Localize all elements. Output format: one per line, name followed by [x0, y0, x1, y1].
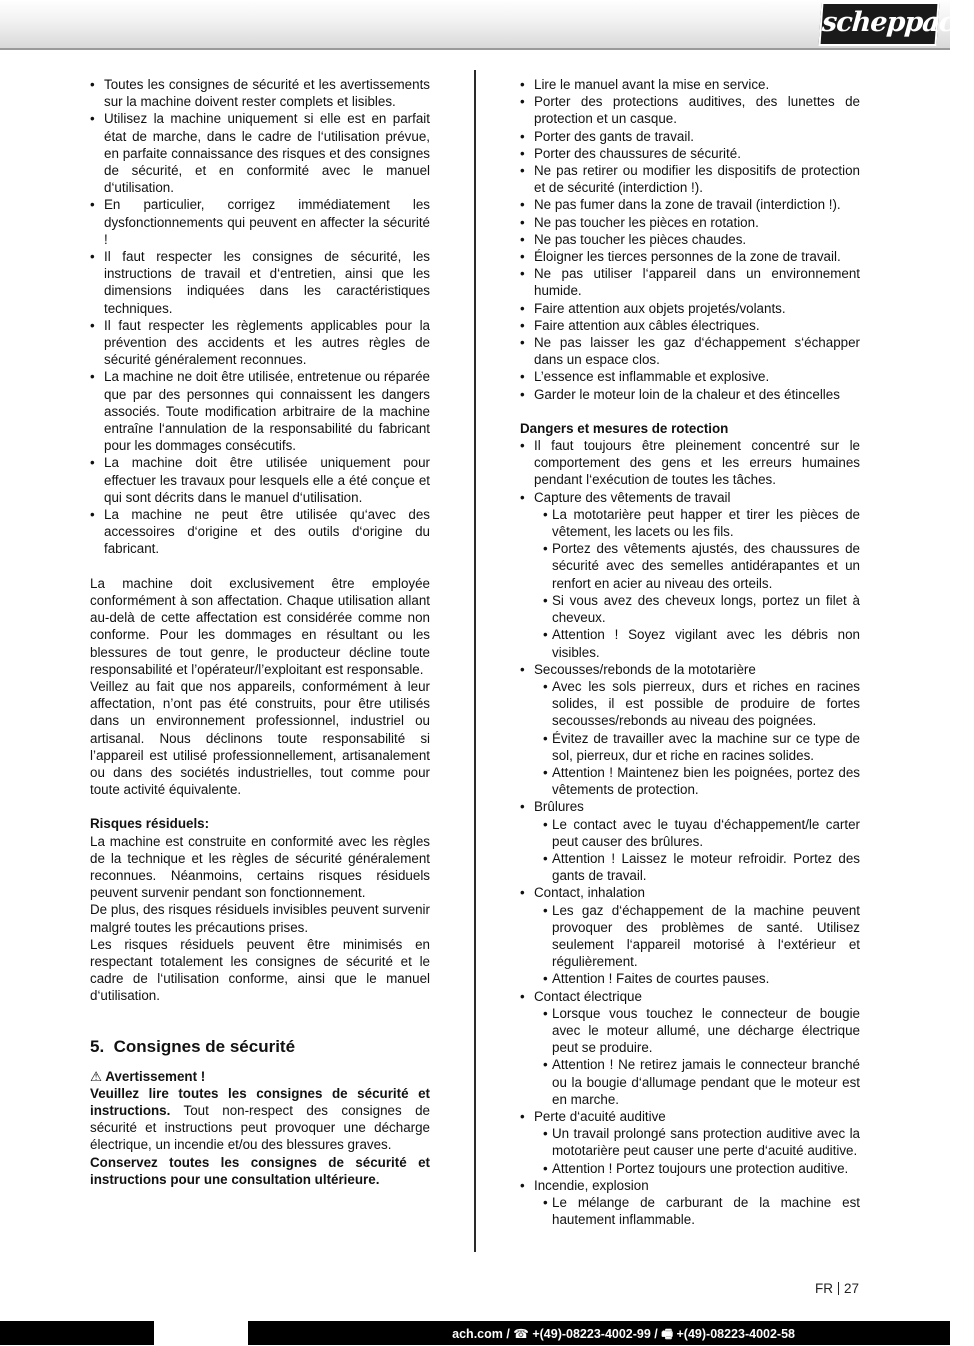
list-item: • Attention ! Portez toujours une protection auditive. [543, 1160, 860, 1177]
warning-keep-instructions: Conservez toutes les consignes de sécurité et instructions pour une consultation ultérieure. [90, 1154, 430, 1187]
list-item: • Il faut respecter les règlements applicables pour la prévention des accidents et les autres règles de sécurité généralement reconnues. [90, 317, 430, 369]
list-item: • Utilisez la machine uniquement si elle est en parfait état de marche, dans le cadre de l‘utilisation prévue, en parfaite connaissance des risques et des consignes de sécurité, et en conformité avec le manuel d‘utilisation. [90, 110, 430, 196]
list-item: • Si vous avez des cheveux longs, portez un filet à cheveux. [543, 592, 860, 626]
intended-use-paragraph: La machine doit exclusivement être employée conformément à son affectation. Chaque utilisation allant au-delà de cette affectation est considérée comme non conforme. Pour les dommages en résultant ou les blessures de tout genre, le producteur décline toute responsabilité et l’opérateur/l’exploitant est responsable. [90, 575, 430, 677]
list-item: • Attention ! Laissez le moteur refroidir. Portez des gants de travail. [543, 850, 860, 884]
list-item: • Attention ! Ne retirez jamais le connecteur branché ou la bougie d‘allumage pendant que le moteur est en marche. [543, 1056, 860, 1108]
list-item: • Lire le manuel avant la mise en service. [520, 76, 860, 93]
language-code: FR [814, 1281, 833, 1296]
list-item: • Ne pas laisser les gaz d‘échappement s‘échapper dans un espace clos. [520, 334, 860, 368]
list-item: • Le contact avec le tuyau d‘échappement/le carter peut causer des brûlures. [543, 816, 860, 850]
warning-text: Tout non-respect des consignes de sécurité et instructions peut provoquer une décharge électrique, un incendie et/ou des blessures graves. [90, 1102, 430, 1153]
warning-heading [90, 1068, 430, 1085]
right-column [520, 76, 860, 1228]
danger-label: Perte d‘acuité auditive [534, 1108, 666, 1124]
right-bullet-list [520, 76, 860, 403]
dangers-heading: Dangers et mesures de rotection [520, 420, 729, 436]
warning-bold-text: Veuillez lire toutes les consignes de sécurité et instructions. [90, 1085, 430, 1118]
danger-label: Capture des vêtements de travail [534, 489, 731, 505]
list-item: • Ne pas fumer dans la zone de travail (interdiction !). [520, 196, 860, 213]
left-bullet-list [90, 76, 430, 558]
list-item: • Il faut respecter les consignes de sécurité, les instructions de travail et d‘entretien, ainsi que les dimensions indiquées dans les caractéristiques techniques. [90, 248, 430, 317]
footer-bar [0, 1321, 950, 1345]
danger-item [520, 661, 860, 799]
danger-sublist [534, 1005, 860, 1108]
danger-item [520, 798, 860, 884]
list-item: • Éloigner les tierces personnes de la zone de travail. [520, 248, 860, 265]
residual-risks-heading: Risques résiduels: [90, 816, 210, 832]
list-item: • Porter des chaussures de sécurité. [520, 145, 860, 162]
danger-sublist [534, 1194, 860, 1228]
list-item: • Toutes les consignes de sécurité et les avertissements sur la machine doivent rester complets et lisibles. [90, 76, 430, 110]
list-item: • Attention ! Soyez vigilant avec les débris non visibles. [543, 626, 860, 660]
list-item: • Le mélange de carburant de la machine est hautement inflammable. [543, 1194, 860, 1228]
danger-label: Contact, inhalation [534, 885, 645, 901]
list-item: • La machine doit être utilisée uniquement pour effectuer les travaux pour lesquels elle a été conçue et qui sont décrits dans le manuel d‘utilisation. [90, 454, 430, 506]
danger-label: Il faut toujours être pleinement concentré sur le comportement des gens et les erreurs humaines pendant l‘exécution de toutes les tâches. [534, 438, 860, 488]
residual-risks-paragraph: Les risques résiduels peuvent être minimisés en respectant totalement les consignes de sécurité et le cadre de l‘utilisation conforme, ainsi que le manuel d‘utilisation. [90, 936, 430, 1004]
danger-item [520, 1108, 860, 1177]
residual-risks-paragraph: La machine est construite en conformité avec les règles de la technique et les règles de sécurité généralement reconnues. Néanmoins, certains risques résiduels peuvent survenir pendant son fonctionnement. [90, 833, 430, 901]
list-item: • Les gaz d‘échappement de la machine peuvent provoquer des problèmes de santé. Utilisez seulement l‘appareil motorisé à l‘extérieur et régulièrement. [543, 902, 860, 971]
list-item: • Ne pas toucher les pièces en rotation. [520, 214, 860, 231]
danger-label: Contact électrique [534, 988, 642, 1004]
list-item: • Attention ! Maintenez bien les poignées, portez des vêtements de protection. [543, 764, 860, 798]
warning-title: Avertissement ! [105, 1068, 206, 1084]
danger-item [520, 489, 860, 661]
section-number: 5. [90, 1036, 105, 1056]
header-bar [0, 0, 974, 50]
list-item: • La mototarière peut happer et tirer les pièces de vêtement, les lacets ou les fils. [543, 506, 860, 540]
danger-label: Secousses/rebonds de la mototarière [534, 661, 756, 677]
list-item: • Un travail prolongé sans protection auditive avec la mototarière peut causer une perte d‘acuité auditive. [543, 1125, 860, 1159]
residual-risks-paragraph: De plus, des risques résiduels invisibles peuvent survenir malgré toutes les précautions prises. [90, 902, 430, 935]
danger-item [520, 988, 860, 1108]
danger-sublist [534, 816, 860, 885]
list-item: • Lorsque vous touchez le connecteur de bougie avec le moteur allumé, une décharge électrique peut se produire. [543, 1005, 860, 1057]
danger-sublist [534, 678, 860, 798]
danger-item [520, 884, 860, 987]
danger-sublist [534, 506, 860, 661]
dangers-list [520, 437, 860, 1228]
footer-contact: ach.com / ☎ +(49)-08223-4002-99 / 🖷 +(49)-08223-4002-58 [452, 1327, 795, 1341]
left-column [90, 76, 430, 1188]
list-item: • Portez des vêtements ajustés, des chaussures de sécurité avec des semelles antidérapantes et un renfort en acier au niveau des orteils. [543, 540, 860, 592]
professional-use-paragraph: Veillez au fait que nos appareils, conformément à leur affectation, n’ont pas été construits, pour être utilisés dans un environnement professionnel, industriel ou artisanal. Nous déclinons toute responsabilité si l’appareil est utilisé professionnellement, artisanalement ou dans des sociétés industrielles, tout comme pour toute activité équivalente. [90, 678, 430, 798]
section-title: Consignes de sécurité [113, 1036, 296, 1056]
list-item: • Garder le moteur loin de la chaleur et des étincelles [520, 386, 860, 403]
danger-item [520, 1177, 860, 1229]
danger-item [520, 437, 860, 489]
list-item: • En particulier, corrigez immédiatement les dysfonctionnements qui peuvent en affecter la sécurité ! [90, 196, 430, 248]
list-item: • L’essence est inflammable et explosive. [520, 368, 860, 385]
list-item: • Porter des gants de travail. [520, 128, 860, 145]
danger-sublist [534, 1125, 860, 1177]
warning-paragraph [90, 1085, 430, 1154]
list-item: • Attention ! Faites de courtes pauses. [543, 970, 860, 987]
list-item: • Évitez de travailler avec la machine sur ce type de sol, pierreux, dur et riche en racines solides. [543, 730, 860, 764]
list-item: • Ne pas retirer ou modifier les dispositifs de protection et de sécurité (interdiction !). [520, 162, 860, 196]
list-item: • Ne pas toucher les pièces chaudes. [520, 231, 860, 248]
danger-sublist [534, 902, 860, 988]
page-number [815, 1281, 859, 1296]
list-item: • La machine ne doit être utilisée, entretenue ou réparée que par des personnes qui connaissent les dangers associés. Toute modification arbitraire de la machine entraîne l‘annulation de la responsabilité du fabricant pour les dommages consécutifs. [90, 368, 430, 454]
list-item: • Ne pas utiliser l‘appareil dans un environnement humide. [520, 265, 860, 299]
list-item: • Avec les sols pierreux, durs et riches en racines solides, il est possible de produire de fortes secousses/rebonds au niveau des poignées. [543, 678, 860, 730]
warning-triangle-icon: ⚠ [90, 1068, 103, 1084]
page-number-value: 27 [843, 1281, 859, 1296]
footer-gap [154, 1321, 248, 1345]
section-heading [90, 1036, 430, 1058]
brand-logo: scheppach [818, 2, 939, 46]
danger-label: Brûlures [534, 799, 584, 815]
danger-label: Incendie, explosion [534, 1177, 649, 1193]
list-item: • La machine ne peut être utilisée qu‘avec des accessoires d‘origine et des outils d‘origine du fabricant. [90, 506, 430, 558]
list-item: • Faire attention aux objets projetés/volants. [520, 300, 860, 317]
column-divider [474, 70, 476, 1252]
list-item: • Faire attention aux câbles électriques. [520, 317, 860, 334]
list-item: • Porter des protections auditives, des lunettes de protection et un casque. [520, 93, 860, 127]
